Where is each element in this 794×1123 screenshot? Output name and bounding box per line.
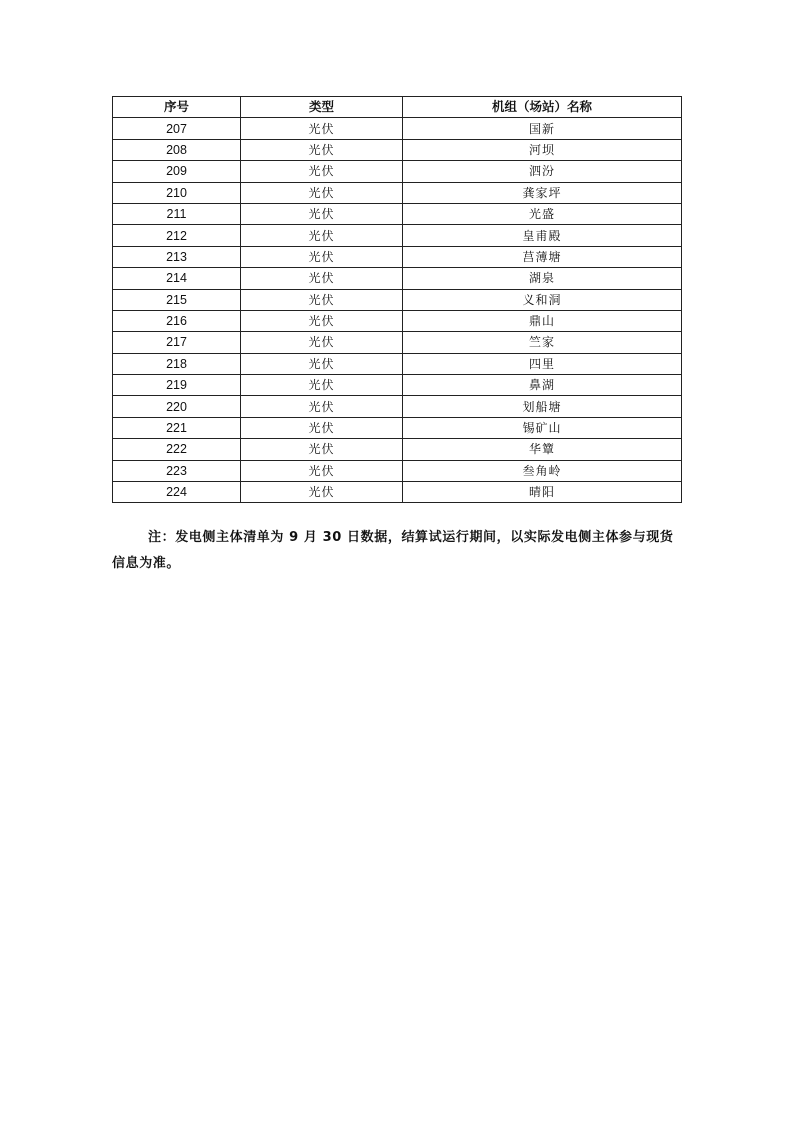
cell-serial-number: 222 xyxy=(113,439,241,460)
table-row xyxy=(113,417,682,438)
cell-type: 光伏 xyxy=(241,289,403,310)
table-row xyxy=(113,246,682,267)
cell-serial-number: 218 xyxy=(113,353,241,374)
header-unit-name: 机组（场站）名称 xyxy=(403,97,682,118)
table-row xyxy=(113,118,682,139)
cell-type: 光伏 xyxy=(241,460,403,481)
cell-unit-name: 龚家坪 xyxy=(403,182,682,203)
cell-serial-number: 211 xyxy=(113,203,241,224)
table-row xyxy=(113,203,682,224)
cell-unit-name: 锡矿山 xyxy=(403,417,682,438)
cell-unit-name: 四里 xyxy=(403,353,682,374)
cell-unit-name: 叁角岭 xyxy=(403,460,682,481)
cell-type: 光伏 xyxy=(241,482,403,503)
cell-type: 光伏 xyxy=(241,203,403,224)
cell-unit-name: 国新 xyxy=(403,118,682,139)
cell-serial-number: 215 xyxy=(113,289,241,310)
generation-units-table xyxy=(112,96,682,503)
cell-unit-name: 竺家 xyxy=(403,332,682,353)
cell-serial-number: 219 xyxy=(113,375,241,396)
header-type: 类型 xyxy=(241,97,403,118)
cell-unit-name: 皇甫殿 xyxy=(403,225,682,246)
cell-serial-number: 214 xyxy=(113,268,241,289)
table-row xyxy=(113,439,682,460)
header-serial-number: 序号 xyxy=(113,97,241,118)
table-row xyxy=(113,375,682,396)
table-row xyxy=(113,460,682,481)
cell-type: 光伏 xyxy=(241,246,403,267)
cell-unit-name: 河坝 xyxy=(403,139,682,160)
cell-type: 光伏 xyxy=(241,161,403,182)
cell-serial-number: 213 xyxy=(113,246,241,267)
cell-serial-number: 220 xyxy=(113,396,241,417)
cell-type: 光伏 xyxy=(241,268,403,289)
cell-unit-name: 义和洞 xyxy=(403,289,682,310)
cell-serial-number: 210 xyxy=(113,182,241,203)
footnote: 注：发电侧主体清单为 9 月 30 日数据，结算试运行期间，以实际发电侧主体参与现货信息为准。 xyxy=(112,530,674,571)
cell-serial-number: 212 xyxy=(113,225,241,246)
cell-unit-name: 划船塘 xyxy=(403,396,682,417)
cell-type: 光伏 xyxy=(241,225,403,246)
cell-type: 光伏 xyxy=(241,353,403,374)
cell-unit-name: 鼎山 xyxy=(403,310,682,331)
table-row xyxy=(113,310,682,331)
table-row xyxy=(113,332,682,353)
cell-type: 光伏 xyxy=(241,375,403,396)
cell-serial-number: 216 xyxy=(113,310,241,331)
cell-type: 光伏 xyxy=(241,417,403,438)
cell-serial-number: 223 xyxy=(113,460,241,481)
cell-type: 光伏 xyxy=(241,182,403,203)
cell-unit-name: 莒薄塘 xyxy=(403,246,682,267)
table-row xyxy=(113,482,682,503)
table-row xyxy=(113,225,682,246)
cell-type: 光伏 xyxy=(241,310,403,331)
table-row xyxy=(113,353,682,374)
table-header-row xyxy=(113,97,682,118)
cell-serial-number: 209 xyxy=(113,161,241,182)
table-row xyxy=(113,268,682,289)
table-row xyxy=(113,161,682,182)
table-row xyxy=(113,182,682,203)
cell-serial-number: 221 xyxy=(113,417,241,438)
cell-unit-name: 晴阳 xyxy=(403,482,682,503)
cell-type: 光伏 xyxy=(241,396,403,417)
cell-type: 光伏 xyxy=(241,439,403,460)
table-body xyxy=(113,118,682,503)
cell-unit-name: 泗汾 xyxy=(403,161,682,182)
cell-type: 光伏 xyxy=(241,332,403,353)
table-row xyxy=(113,289,682,310)
cell-serial-number: 207 xyxy=(113,118,241,139)
cell-unit-name: 光盛 xyxy=(403,203,682,224)
table-row xyxy=(113,139,682,160)
cell-type: 光伏 xyxy=(241,139,403,160)
cell-serial-number: 224 xyxy=(113,482,241,503)
cell-unit-name: 华簟 xyxy=(403,439,682,460)
cell-type: 光伏 xyxy=(241,118,403,139)
cell-unit-name: 鼻湖 xyxy=(403,375,682,396)
cell-serial-number: 217 xyxy=(113,332,241,353)
cell-serial-number: 208 xyxy=(113,139,241,160)
cell-unit-name: 湖泉 xyxy=(403,268,682,289)
table-row xyxy=(113,396,682,417)
